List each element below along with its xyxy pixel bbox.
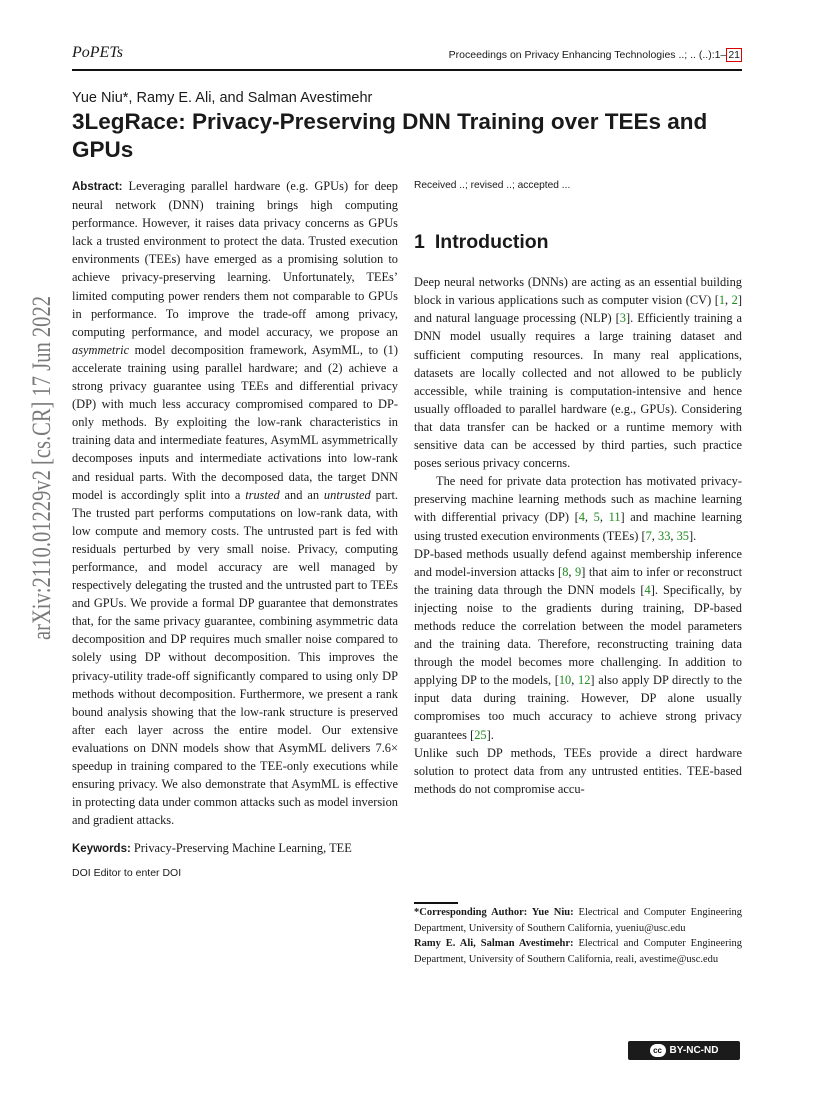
- intro-text: ,: [599, 510, 609, 525]
- authors: Yue Niu*, Ramy E. Ali, and Salman Avestimehr: [72, 90, 373, 106]
- intro-text: The need for private data protection has motivated privacy-preserving machine learning methods such as machine learning with differential privacy (DP) [: [414, 474, 742, 525]
- keywords: [72, 839, 398, 858]
- intro-text: ,: [651, 528, 658, 543]
- footnote-author: Ramy E. Ali, Salman Avestimehr:: [414, 938, 574, 949]
- intro-text: ] and natural language processing (NLP) [: [414, 293, 742, 326]
- intro-text: ,: [584, 510, 594, 525]
- section-number: 1: [414, 231, 425, 254]
- intro-text: ].: [486, 727, 494, 742]
- cc-icon: cc: [650, 1044, 666, 1057]
- intro-paragraph: Unlike such DP methods, TEEs provide a direct hardware solution to protect data from any untrusted entities. TEE-based methods do not compromise accu-: [414, 745, 742, 796]
- intro-text: ,: [725, 293, 732, 308]
- footnote-text: Electrical and Computer Engineering Department, University of Southern California, yueniu@usc.edu: [414, 907, 742, 934]
- citation-link[interactable]: 35: [676, 528, 689, 543]
- citation-link[interactable]: 10: [558, 673, 572, 688]
- keywords-label: Keywords:: [72, 843, 131, 856]
- intro-text: ] that aim to infer or reconstruct the training data through the DNN models [: [414, 564, 743, 597]
- license-badge[interactable]: [628, 1041, 740, 1060]
- citation-link[interactable]: 5: [593, 510, 600, 525]
- footnote-author: *Corresponding Author: Yue Niu:: [414, 907, 574, 918]
- intro-text: ,: [568, 564, 576, 579]
- intro-text: ]. Specifically, by injecting noise to the gradients during training, DP-based methods reduce the correlation between the model parameters and the training data. Therefore, reconstructing training data through the model becomes more challenging. In addition to applying DP to the models, [: [414, 582, 742, 688]
- citation-link[interactable]: 8: [562, 564, 569, 579]
- paper-title: 3LegRace: Privacy-Preserving DNN Training over TEEs and GPUs: [72, 109, 708, 162]
- abstract: [72, 177, 398, 829]
- keywords-text: Privacy-Preserving Machine Learning, TEE: [130, 841, 352, 856]
- intro-text: ]. Efficiently training a DNN model usually requires a large training dataset and sufficient computing resources. In many real applications, datasets are locally collected and not allowed to be publicly accessible, while training is computation-intensive and hence usually offloaded to parallel hardware (e.g., GPUs). Considering that data transfer can be hacked or a runtime memory with sensitive data can be accessed by third parties, such practice poses serious privacy concerns.: [414, 311, 743, 471]
- intro-text: Deep neural networks (DNNs) are acting as an essential building block in various applications such as computer vision (CV) [: [414, 275, 742, 308]
- abstract-emphasis: trusted: [245, 487, 280, 502]
- doi-line: DOI Editor to enter DOI: [72, 867, 182, 880]
- citation-link[interactable]: 12: [578, 673, 591, 688]
- abstract-label: Abstract:: [72, 181, 123, 193]
- intro-column: [414, 177, 742, 798]
- intro-paragraph: [414, 472, 742, 544]
- footnote: [414, 905, 742, 936]
- journal-name: PoPETs: [72, 44, 123, 61]
- intro-text: ] also apply DP directly to the input data during training. However, DP alone usually compromises too much accuracy to achieve strong privacy guarantees [: [414, 673, 742, 742]
- header-rule: [72, 69, 742, 71]
- abstract-text: and an: [279, 487, 324, 502]
- citation-link[interactable]: 7: [645, 528, 652, 543]
- intro-text: ].: [688, 528, 697, 543]
- abstract-emphasis: asymmetric: [72, 342, 130, 357]
- citation-link[interactable]: 9: [575, 564, 582, 579]
- abstract-text: part. The trusted part performs computations on low-rank data, with low compute and memory costs. The untrusted part is fed with residuals perturbed by very small noise. Privacy, computing performance, and model accuracy are well managed by respectively delegating the trusted and the untrusted part to TEEs and GPUs. We provide a formal DP guarantee that demonstrates that, for the same privacy guarantee, combining asymmetric data decomposition and DP requires much smaller noise compared to solely using DP without decomposition. This improves the privacy-utility trade-off significantly compared to using only DP methods without decomposition. Furthermore, we present a rank bound analysis showing that the low-rank structure is preserved after each layer across the entire model. Our extensive evaluations on DNN models show that AsymML delivers 7.6× speedup in training compared to the TEE-only executions while ensuring privacy. We also demonstrate that AsymML is effective in protecting data under common attacks such as model inversion and gradient attacks.: [72, 487, 398, 828]
- section-title: Introduction: [434, 231, 549, 254]
- citation-link[interactable]: 3: [619, 311, 626, 326]
- proceedings-line: [449, 49, 742, 61]
- citation-link[interactable]: 1: [718, 293, 726, 308]
- received-line: Received ..; revised ..; accepted ...: [414, 180, 571, 191]
- license-text: BY-NC-ND: [669, 1045, 719, 1056]
- footnotes: [414, 905, 742, 967]
- abstract-column: [72, 177, 398, 883]
- abstract-text: model decomposition framework, AsymML, to (1) accelerate training using parallel hardware; and (2) achieve a strong privacy guarantee using TEEs and differential privacy (DP) with much less accuracy compromised compared to DP-only methods. By exploiting the low-rank characteristics in training data and intermediate features, AsymML asymmetrically decomposes inputs and intermediate activations into low-rank and residual parts. With the decomposed data, the target DNN model is accordingly split into a: [72, 342, 398, 502]
- section-heading: [414, 231, 742, 254]
- intro-text: ,: [571, 673, 579, 688]
- intro-paragraph: [414, 545, 742, 744]
- footnote-rule: [414, 902, 458, 904]
- last-page-link[interactable]: 21: [728, 49, 740, 61]
- footnote-text: Electrical and Computer Engineering Department, University of Southern California, reali, avestime@usc.edu: [414, 938, 742, 965]
- citation-link[interactable]: 11: [608, 510, 621, 525]
- arxiv-stamp: arXiv:2110.01229v2 [cs.CR] 17 Jun 2022: [26, 196, 56, 640]
- abstract-emphasis: untrusted: [323, 487, 371, 502]
- citation-link[interactable]: 4: [578, 510, 585, 525]
- footnote: [414, 936, 742, 967]
- intro-text: ,: [670, 528, 677, 543]
- intro-text: ] and machine learning using trusted execution environments (TEEs) [: [414, 510, 742, 543]
- citation-link[interactable]: 33: [658, 528, 671, 543]
- citation-link[interactable]: 25: [474, 727, 487, 742]
- citation-link[interactable]: 4: [644, 582, 651, 597]
- citation-link[interactable]: 2: [731, 293, 738, 308]
- proceedings-text: Proceedings on Privacy Enhancing Technologies ..; .. (..):1–: [448, 49, 727, 61]
- abstract-text: Leveraging parallel hardware (e.g. GPUs) for deep neural network (DNN) training brings high computing performance. However, it raises data privacy concerns as GPUs lack a trusted environment to protect the data. Trusted execution environments (TEEs) have emerged as a promising solution to achieve privacy-preserving learning. Unfortunately, TEEs’ limited computing power renders them not comparable to GPUs in performance. To improve the trade-off among privacy, computing performance, and model accuracy, we propose an: [72, 179, 398, 339]
- intro-paragraph: [414, 273, 742, 472]
- intro-text: DP-based methods usually defend against membership inference and model-inversion attacks [: [414, 546, 742, 579]
